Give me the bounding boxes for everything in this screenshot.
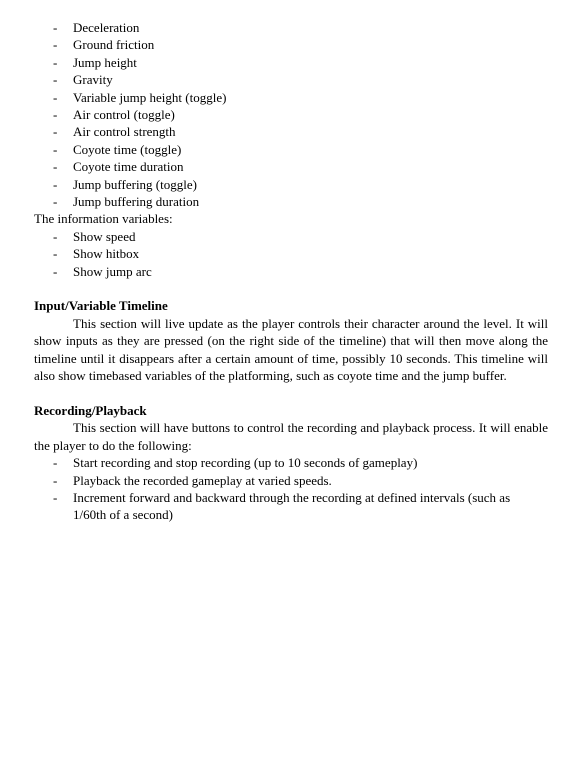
list-item: - Jump buffering duration [53,194,200,210]
bullet-dash: - [53,246,58,262]
list-item: - Ground friction [53,37,155,53]
list-item: - Increment forward and backward through the recording at defined intervals (such as 1/60th of a second) [53,489,511,523]
list-item: - Air control (toggle) [53,107,175,123]
list-item: - Air control strength [53,124,176,140]
timeline-paragraph: This section will live update as the player controls their character around the level. It will show inputs as they are pressed (on the right side of the timeline) that will then move along the timeline until it disappears after a certain amount of time, possibly 10 seconds. This timeline will also show timebased variables of the platforming, such as coyote time and the jump buffer. [34,315,548,384]
list-item: - Variable jump height (toggle) [53,89,227,105]
bullet-dash: - [53,20,58,35]
recording-heading: Recording/Playback [34,402,147,418]
list-item: - Playback the recorded gameplay at varied speeds. [53,472,332,488]
bullet-dash: - [53,141,58,157]
recording-paragraph: This section will have buttons to control the recording and playback process. It will enable the player to do the following: [34,420,548,453]
bullet-dash: - [53,107,58,123]
list-item: - Coyote time duration [53,159,184,175]
spacer [34,280,548,297]
bullet-dash: - [53,194,58,210]
list-item: - Jump height [53,54,137,70]
bullet-dash: - [53,263,58,279]
list-item: - Coyote time (toggle) [53,141,182,157]
timeline-heading: Input/Variable Timeline [34,298,168,314]
bullet-dash: - [53,489,58,505]
list-item: - Show jump arc [53,263,152,279]
list-item: - Gravity [53,72,113,88]
info-variable-list [34,228,548,280]
bullet-dash: - [53,37,58,53]
bullet-dash: - [53,176,58,192]
bullet-dash: - [53,72,58,88]
bullet-dash: - [53,89,58,105]
bullet-dash: - [53,455,58,471]
document-page [34,19,548,524]
list-item: - Jump buffering (toggle) [53,176,197,192]
list-item: - Start recording and stop recording (up to 10 seconds of gameplay) [53,455,418,471]
bullet-dash: - [53,124,58,140]
list-item: - Show speed [53,228,136,244]
list-item: - Show hitbox [53,246,140,262]
bullet-dash: - [53,472,58,488]
recording-feature-list [34,454,548,524]
bullet-dash: - [53,159,58,175]
bullet-dash: - [53,228,58,244]
bullet-dash: - [53,54,58,70]
info-variables-intro: The information variables: [34,211,173,227]
list-item: - Deceleration [53,20,140,35]
spacer [34,385,548,402]
movement-variable-list [34,19,548,210]
